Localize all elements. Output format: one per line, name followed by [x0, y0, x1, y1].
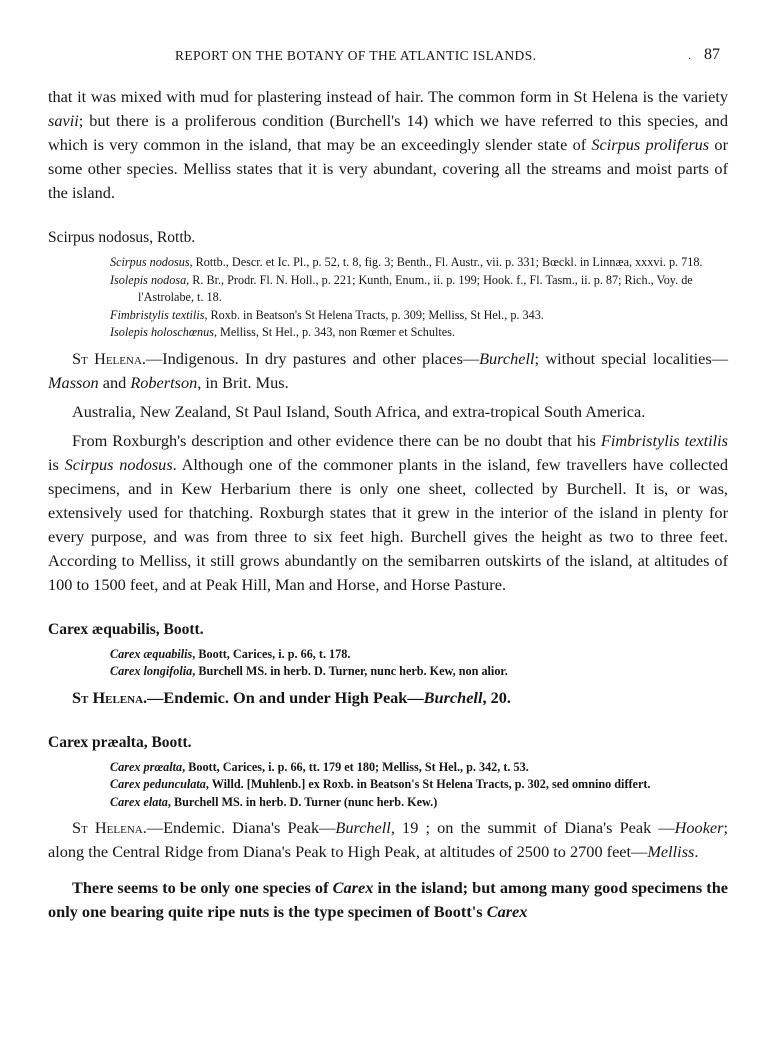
- synonym-citation: , Rottb., Descr. et Ic. Pl., p. 52, t. 8, fig. 3; Benth., Fl. Austr., vii. p. 331; Bœckl. in Linnæa, xxxvi. p. 718.: [189, 255, 703, 269]
- page-number: 87: [704, 46, 720, 63]
- intro-text: ; but there is a proliferous condition (Burchell's 14) which we have referred to this species, and which is very common in the island, that may be an exceedingly slender state of: [48, 111, 728, 154]
- locality-paragraph: [48, 686, 728, 710]
- synonym-name: Carex prœalta: [110, 759, 183, 774]
- intro-paragraph: [48, 85, 728, 205]
- synonymy-entry: [110, 663, 728, 681]
- locality-text: , 19 ; on the summit of Diana's Peak —: [390, 818, 675, 837]
- taxon-name: Carex: [486, 902, 528, 921]
- synonym-name: Carex pedunculata: [110, 777, 206, 791]
- discussion-text: From Roxburgh's description and other evidence there can be no doubt that his: [72, 430, 601, 450]
- synonym-citation: , R. Br., Prodr. Fl. N. Holl., p. 221; Kunth, Enum., ii. p. 199; Hook. f., Fl. Tasm., ii. p. 87; Rich., Voy. de l'Astrolabe, t. 18.: [138, 272, 693, 304]
- taxon-name: Carex: [332, 878, 374, 897]
- synonym-name: Fimbristylis textilis: [110, 307, 205, 322]
- discussion-text: is: [48, 454, 65, 474]
- locality-text: .: [694, 842, 699, 861]
- header-mark: ·: [688, 54, 692, 65]
- synonym-citation: , Boott, Carices, i. p. 66, t. 178.: [192, 646, 351, 661]
- collector-name: Burchell: [479, 348, 535, 368]
- locality-paragraph: [48, 347, 728, 395]
- intro-text: that it was mixed with mud for plastering instead of hair. The common form in St Helena is the variety: [48, 87, 728, 106]
- locality-text: and: [98, 372, 131, 392]
- locality-paragraph: [48, 816, 728, 864]
- page-body: [48, 85, 728, 924]
- collector-name: Hooker: [674, 818, 724, 837]
- running-title: REPORT ON THE BOTANY OF THE ATLANTIC ISLANDS.: [175, 48, 537, 63]
- locality-text: , 20.: [482, 687, 511, 707]
- locality-place: St Helena.: [72, 818, 147, 837]
- collector-name: Masson: [48, 372, 99, 392]
- locality-text: , in Brit. Mus.: [197, 372, 289, 392]
- synonymy-entry: [110, 759, 728, 777]
- synonymy-entry: [110, 307, 728, 325]
- discussion-text: . Although one of the commoner plants in the island, few travellers have collected specimens, and in Kew Herbarium there is only one sheet, collected by Burchell. It is, or was, extensively used for thatching. Roxburgh states that it grew in the interior of the island in plenty for every purpose, and was from three to six feet high. Burchell gives the height as two to three feet. According to Melliss, it still grows abundantly on the semibarren outskirts of the island, at altitudes of 100 to 1500 feet, and at Peak Hill, Man and Horse, and Horse Pasture.: [48, 454, 728, 594]
- taxon-scirpus-proliferus: Scirpus proliferus: [591, 135, 710, 154]
- synonym-citation: , Melliss, St Hel., p. 343, non Rœmer et Schultes.: [213, 325, 455, 339]
- species-heading-scirpus-nodosus: Scirpus nodosus, Rottb.: [48, 229, 196, 246]
- synonym-name: Isolepis holoschœnus: [110, 325, 214, 339]
- synonym-name: Carex æquabilis: [110, 646, 193, 661]
- synonym-citation: , Roxb. in Beatson's St Helena Tracts, p. 309; Melliss, St Hel., p. 343.: [204, 307, 544, 322]
- synonymy-entry: [110, 646, 728, 664]
- locality-text: —Endemic. Diana's Peak—: [146, 818, 336, 837]
- intro-text: or some other species. Melliss states that it is very abundant, covering all the streams and moist parts of the island.: [48, 135, 728, 202]
- synonymy-entry: [110, 794, 728, 812]
- discussion-text: in the island; but among many good specimens the only one bearing quite ripe nuts is the type specimen of Boott's: [48, 878, 728, 921]
- locality-place: St Helena.: [72, 348, 146, 368]
- synonymy-entry: [110, 254, 728, 272]
- collector-name: Robertson: [130, 372, 198, 392]
- synonymy-entry: [110, 776, 728, 794]
- locality-place: St Helena.: [72, 687, 148, 707]
- collector-name: Melliss: [647, 842, 695, 861]
- synonymy-list: [110, 759, 728, 812]
- synonym-citation: , Burchell MS. in herb. D. Turner, nunc herb. Kew, non alior.: [192, 664, 508, 678]
- locality-text: ; along the Central Ridge from Diana's Peak to High Peak, at altitudes of 2500 to 2700 feet—: [48, 818, 729, 861]
- synonym-name: Isolepis nodosa: [110, 272, 187, 287]
- synonym-name: Carex elata: [110, 794, 168, 809]
- discussion-text: There seems to be only one species of: [72, 878, 333, 897]
- locality-text: ; without special localities—: [534, 348, 729, 368]
- synonym-citation: , Willd. [Muhlenb.] ex Roxb. in Beatson's St Helena Tracts, p. 302, sed omnino differt.: [205, 777, 651, 791]
- synonymy-entry: [110, 272, 728, 307]
- taxon-name: Scirpus nodosus: [64, 454, 173, 474]
- synonym-citation: , Boott, Carices, i. p. 66, tt. 179 et 180; Melliss, St Hel., p. 342, t. 53.: [182, 759, 529, 774]
- discussion-paragraph: [48, 429, 728, 597]
- synonymy-list: [110, 254, 728, 342]
- locality-text: —Endemic. On and under High Peak—: [147, 687, 424, 707]
- species-heading-carex-aequabilis: Carex æquabilis, Boott.: [48, 620, 204, 638]
- discussion-paragraph: [48, 876, 728, 924]
- locality-text: —Indigenous. In dry pastures and other places—: [145, 348, 480, 368]
- synonym-citation: , Burchell MS. in herb. D. Turner (nunc herb. Kew.): [167, 794, 438, 809]
- synonymy-list: [110, 646, 728, 681]
- taxon-name: Fimbristylis textilis: [600, 430, 728, 450]
- page-header: [0, 48, 776, 68]
- distribution-paragraph: Australia, New Zealand, St Paul Island, South Africa, and extra-tropical South America.: [72, 401, 646, 421]
- synonymy-entry: [110, 324, 728, 342]
- collector-name: Burchell: [423, 687, 483, 707]
- species-heading-carex-praealta: Carex præalta, Boott.: [48, 733, 192, 751]
- synonym-name: Scirpus nodosus: [110, 255, 190, 269]
- synonym-name: Carex longifolia: [110, 664, 193, 678]
- collector-name: Burchell: [335, 818, 391, 837]
- taxon-savii: savii: [48, 111, 79, 130]
